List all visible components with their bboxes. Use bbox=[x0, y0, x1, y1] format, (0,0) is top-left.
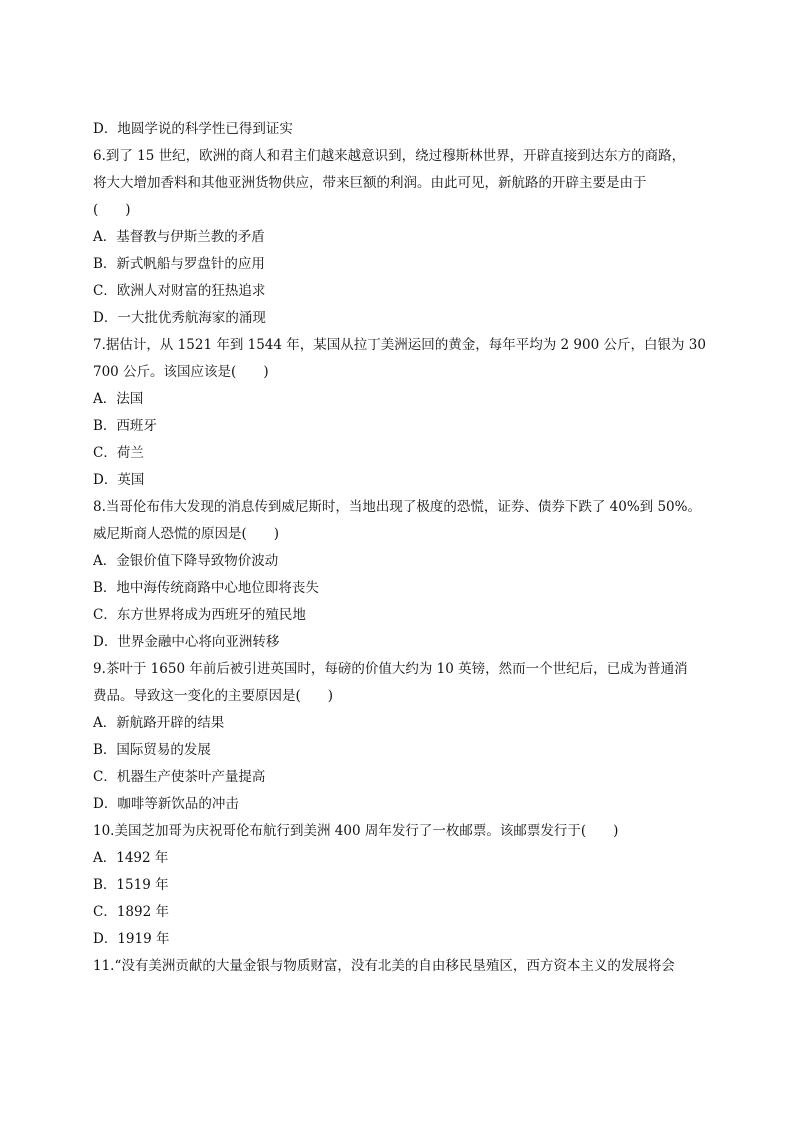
q7-option-d: D．英国 bbox=[93, 472, 145, 488]
q6-option-a: A．基督教与伊斯兰教的矛盾 bbox=[93, 229, 265, 245]
q9-stem-line-1: 9.茶叶于 1650 年前后被引进英国时，每磅的价值大约为 10 英镑，然而一个世纪后，已成为普通消 bbox=[93, 661, 688, 677]
q7-option-c: C．荷兰 bbox=[93, 445, 144, 461]
q6-stem-line-1: 6.到了 15 世纪，欧洲的商人和君主们越来越意识到，绕过穆斯林世界，开辟直接到达东方的商路， bbox=[93, 148, 686, 164]
q6-option-c: C．欧洲人对财富的狂热追求 bbox=[93, 283, 266, 299]
q9-option-b: B．国际贸易的发展 bbox=[93, 742, 211, 758]
q10-option-a: A．1492 年 bbox=[93, 850, 169, 866]
q10-option-d: D．1919 年 bbox=[93, 931, 170, 947]
q9-option-c: C．机器生产使茶叶产量提高 bbox=[93, 769, 266, 785]
q8-option-a: A．金银价值下降导致物价波动 bbox=[93, 553, 279, 569]
q6-stem-line-2: 将大大增加香料和其他亚洲货物供应，带来巨额的利润。由此可见，新航路的开辟主要是由于 bbox=[93, 175, 647, 191]
q8-stem-line-2: 威尼斯商人恐慌的原因是( ) bbox=[93, 526, 280, 542]
q9-option-a: A．新航路开辟的结果 bbox=[93, 715, 225, 731]
q9-stem-line-2: 费品。导致这一变化的主要原因是( ) bbox=[93, 688, 334, 704]
q8-option-b: B．地中海传统商路中心地位即将丧失 bbox=[93, 580, 319, 596]
q10-option-b: B．1519 年 bbox=[93, 877, 169, 893]
q6-option-d: D．一大批优秀航海家的涌现 bbox=[93, 310, 266, 326]
q7-stem-line-2: 700 公斤。该国应该是( ) bbox=[93, 364, 269, 380]
q11-stem-line-1: 11.“没有美洲贡献的大量金银与物质财富，没有北美的自由移民垦殖区，西方资本主义的发展将会 bbox=[93, 958, 675, 974]
q8-option-c: C．东方世界将成为西班牙的殖民地 bbox=[93, 607, 306, 623]
q8-option-d: D．世界金融中心将向亚洲转移 bbox=[93, 634, 280, 650]
q7-stem-line-1: 7.据估计，从 1521 年到 1544 年，某国从拉丁美洲运回的黄金，每年平均为 2 900 公斤，白银为 30 bbox=[93, 337, 706, 353]
q10-option-c: C．1892 年 bbox=[93, 904, 169, 920]
q5-option-d: D．地圆学说的科学性已得到证实 bbox=[93, 121, 293, 137]
q6-option-b: B．新式帆船与罗盘针的应用 bbox=[93, 256, 265, 272]
q7-option-a: A．法国 bbox=[93, 391, 144, 407]
q6-answer-blank: ( ) bbox=[93, 202, 131, 218]
q8-stem-line-1: 8.当哥伦布伟大发现的消息传到威尼斯时，当地出现了极度的恐慌，证券、债券下跌了 40%到 50%。 bbox=[93, 499, 701, 515]
q9-option-d: D．咖啡等新饮品的冲击 bbox=[93, 796, 239, 812]
q10-stem: 10.美国芝加哥为庆祝哥伦布航行到美洲 400 周年发行了一枚邮票。该邮票发行于( ) bbox=[93, 823, 619, 839]
q7-option-b: B．西班牙 bbox=[93, 418, 157, 434]
